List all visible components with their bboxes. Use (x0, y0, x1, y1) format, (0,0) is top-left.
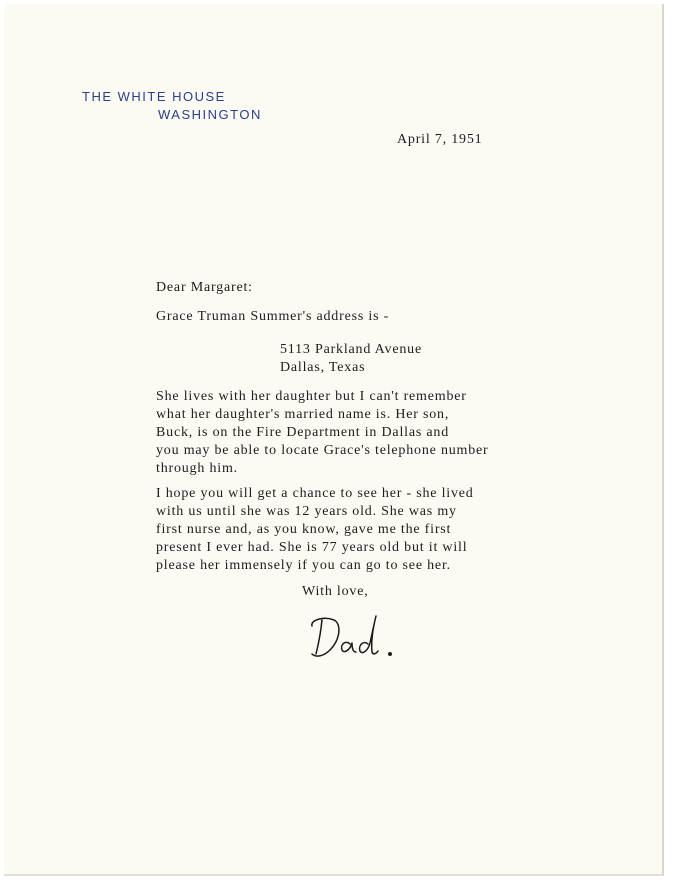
paragraph-2-line: please her immensely if you can go to see her. (156, 558, 451, 573)
paragraph-2-line: with us until she was 12 years old. She was my (156, 504, 457, 519)
paragraph-1-line: what her daughter's married name is. Her son, (156, 407, 450, 422)
paragraph-2-line: I hope you will get a chance to see her - she lived (156, 486, 474, 501)
paragraph-1-line: through him. (156, 461, 238, 476)
letterhead-city: WASHINGTON (158, 107, 262, 122)
address-city: Dallas, Texas (280, 360, 366, 375)
address-street: 5113 Parkland Avenue (280, 342, 422, 357)
paragraph-2-line: first nurse and, as you know, gave me the first (156, 522, 452, 537)
intro-line: Grace Truman Summer's address is - (156, 309, 390, 324)
paragraph-1 (156, 388, 489, 478)
salutation: Dear Margaret: (156, 280, 253, 295)
paragraph-1-line: Buck, is on the Fire Department in Dallas and (156, 425, 449, 440)
letterhead-title: THE WHITE HOUSE (82, 89, 226, 104)
paragraph-1-line: She lives with her daughter but I can't remember (156, 389, 467, 404)
paragraph-1-line: you may be able to locate Grace's telephone number (156, 443, 489, 458)
paragraph-2 (156, 485, 474, 575)
letter-page (4, 4, 664, 876)
paragraph-2-line: present I ever had. She is 77 years old but it will (156, 540, 468, 555)
letter-date: April 7, 1951 (397, 132, 483, 147)
address-block (280, 341, 422, 377)
handwritten-signature (302, 610, 422, 670)
closing: With love, (302, 584, 369, 599)
